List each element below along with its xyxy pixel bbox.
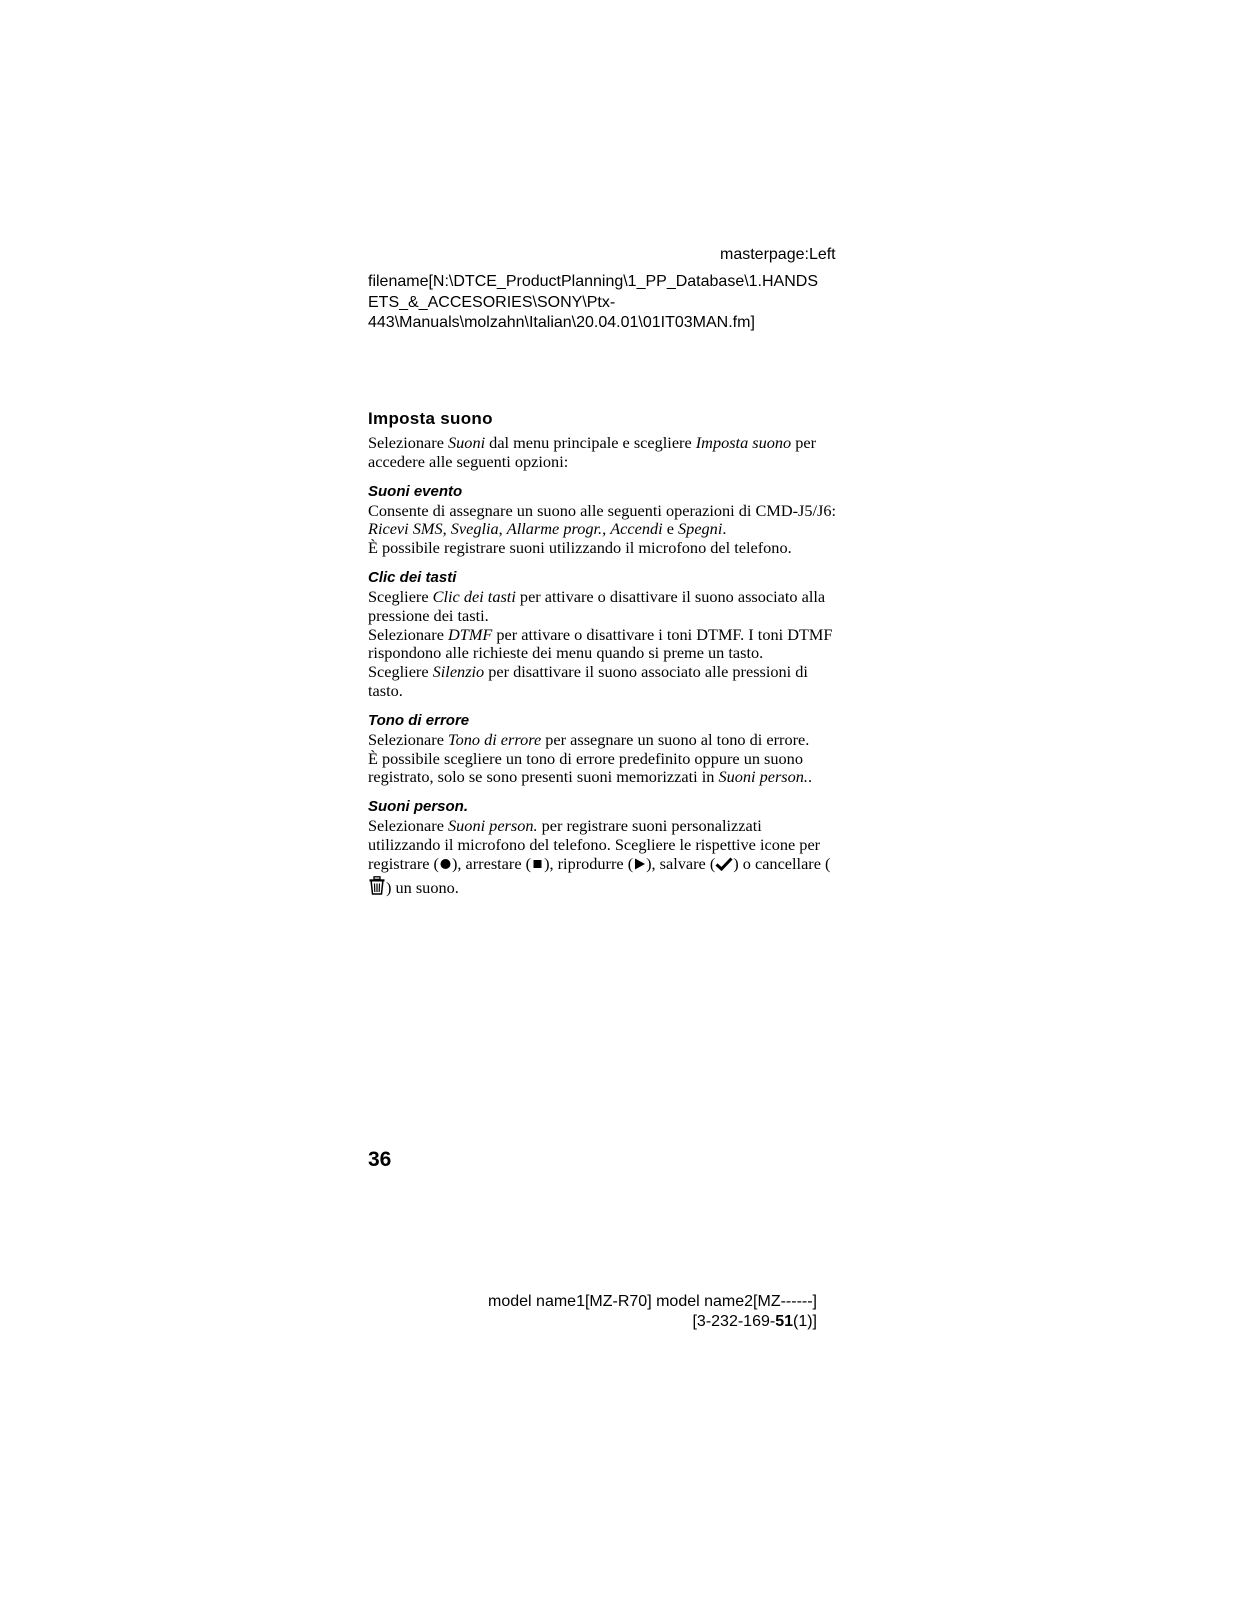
subsection-title-tono-errore: Tono di errore: [368, 711, 470, 729]
subsection-title-suoni-person: Suoni person.: [368, 798, 469, 816]
filename-line: 443\Manuals\molzahn\Italian\20.04.01\01IT03MAN.fm]: [368, 314, 755, 331]
suoni-person-text: Selezionare Suoni person. per registrare suoni personalizzati utilizzando il microfono del telefono. Scegliere le rispettive icone per registrare ( ), arrestare ( ), riprodurre ( ), salvare ( ) o cancellare () un suono.: [368, 817, 838, 899]
tono-errore-text: Selezionare Tono di errore per assegnare un suono al tono di errore.: [368, 729, 810, 749]
tono-errore-note: È possibile scegliere un tono di errore predefinito oppure un suono registrato, solo se sono presenti suoni memorizzati in Suoni person..: [368, 748, 813, 787]
subsection-title-suoni-evento: Suoni evento: [368, 482, 463, 500]
trash-icon: [368, 876, 386, 900]
clic-tasti-text: Scegliere Clic dei tasti per attivare o disattivare il suono associato alla pressione dei tasti.: [368, 586, 826, 625]
footer: [470, 1292, 817, 1332]
checkmark-icon: [715, 857, 733, 876]
suoni-evento-text: Consente di assegnare un suono alle seguenti operazioni di CMD-J5/J6: Ricevi SMS, Sveglia, Allarme progr., Accendi e Spegni.: [368, 500, 836, 539]
silenzio-text: Scegliere Silenzio per disattivare il suono associato alle pressioni di tasto.: [368, 662, 808, 700]
suoni-evento-note: È possibile registrare suoni utilizzando il microfono del telefono.: [368, 538, 792, 558]
section-title: Imposta suono: [368, 409, 493, 428]
section-intro: Selezionare Suoni dal menu principale e scegliere Imposta suono per accedere alle seguenti opzioni:: [368, 433, 817, 471]
page-content: [368, 408, 838, 899]
subsection-title-clic-tasti: Clic dei tasti: [368, 568, 457, 586]
page-number: 36: [368, 1148, 392, 1171]
filename-line: filename[N:\DTCE_ProductPlanning\1_PP_Database\1.HANDS: [368, 273, 819, 290]
record-icon: [439, 857, 452, 876]
play-icon: [633, 857, 646, 876]
dtmf-text: Selezionare DTMF per attivare o disattivare i toni DTMF. I toni DTMF rispondono alle richieste dei menu quando si preme un tasto.: [368, 624, 833, 663]
stop-icon: [531, 857, 544, 876]
filename-header: [368, 272, 838, 334]
filename-line: ETS_&_ACCESORIES\SONY\Ptx-: [368, 293, 616, 311]
footer-model-names: model name1[MZ-R70] model name2[MZ------]: [488, 1293, 817, 1310]
masterpage-label: masterpage:Left: [720, 246, 836, 263]
footer-part-number: [3-232-169-51(1)]: [692, 1313, 817, 1330]
